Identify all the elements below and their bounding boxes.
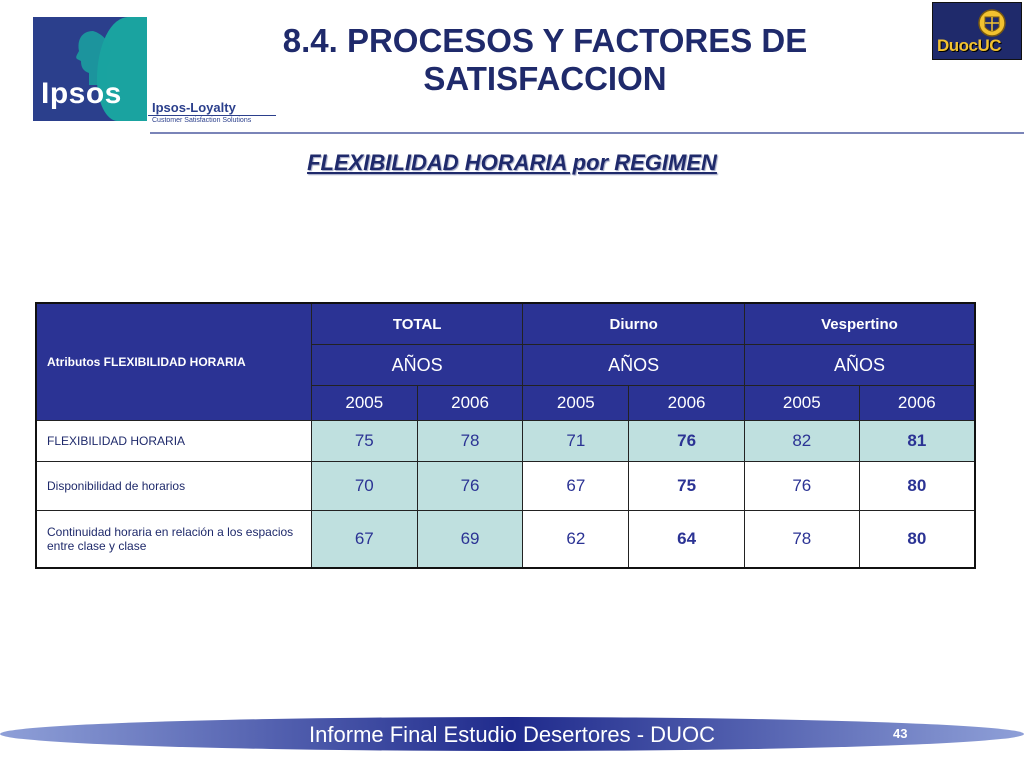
value-cell: 76 [417, 462, 523, 511]
value-cell: 76 [629, 421, 745, 462]
value-cell: 71 [523, 421, 629, 462]
group-header-vespertino: Vespertino [744, 303, 975, 345]
year-header: 2006 [629, 386, 745, 421]
page-subtitle: FLEXIBILIDAD HORARIA por REGIMEN [307, 150, 717, 175]
year-header: 2005 [744, 386, 859, 421]
value-cell: 75 [629, 462, 745, 511]
value-cell: 62 [523, 511, 629, 569]
attributes-header: Atributos FLEXIBILIDAD HORARIA [36, 303, 311, 421]
years-header: AÑOS [311, 345, 523, 386]
value-cell: 81 [859, 421, 975, 462]
value-cell: 80 [859, 462, 975, 511]
ipsos-loyalty-label: Ipsos-Loyalty [148, 100, 276, 116]
ipsos-logo-text: Ipsos [41, 77, 122, 110]
duoc-logo [932, 2, 1022, 60]
page-number: 43 [893, 726, 908, 741]
value-cell: 69 [417, 511, 523, 569]
year-header: 2005 [311, 386, 417, 421]
header-divider [150, 132, 1024, 134]
value-cell: 82 [744, 421, 859, 462]
years-header: AÑOS [523, 345, 745, 386]
row-label: FLEXIBILIDAD HORARIA [36, 421, 311, 462]
value-cell: 64 [629, 511, 745, 569]
value-cell: 76 [744, 462, 859, 511]
year-header: 2006 [417, 386, 523, 421]
ipsos-tagline: Customer Satisfaction Solutions [152, 117, 252, 124]
value-cell: 67 [523, 462, 629, 511]
ipsos-loyalty-brand [148, 100, 276, 126]
table-row [36, 511, 975, 569]
table-row [36, 421, 975, 462]
row-label: Disponibilidad de horarios [36, 462, 311, 511]
value-cell: 70 [311, 462, 417, 511]
value-cell: 80 [859, 511, 975, 569]
year-header: 2005 [523, 386, 629, 421]
value-cell: 67 [311, 511, 417, 569]
satisfaction-table [35, 302, 976, 569]
table-row [36, 462, 975, 511]
value-cell: 78 [744, 511, 859, 569]
value-cell: 75 [311, 421, 417, 462]
ipsos-logo [33, 17, 147, 121]
footer-text: Informe Final Estudio Desertores - DUOC [309, 722, 715, 747]
value-cell: 78 [417, 421, 523, 462]
page-title: 8.4. PROCESOS Y FACTORES DE SATISFACCION [282, 22, 808, 97]
row-label: Continuidad horaria en relación a los espacios entre clase y clase [36, 511, 311, 569]
duoc-logo-text: DuocUC [937, 36, 1002, 55]
group-header-diurno: Diurno [523, 303, 745, 345]
group-header-total: TOTAL [311, 303, 523, 345]
year-header: 2006 [859, 386, 975, 421]
years-header: AÑOS [744, 345, 975, 386]
